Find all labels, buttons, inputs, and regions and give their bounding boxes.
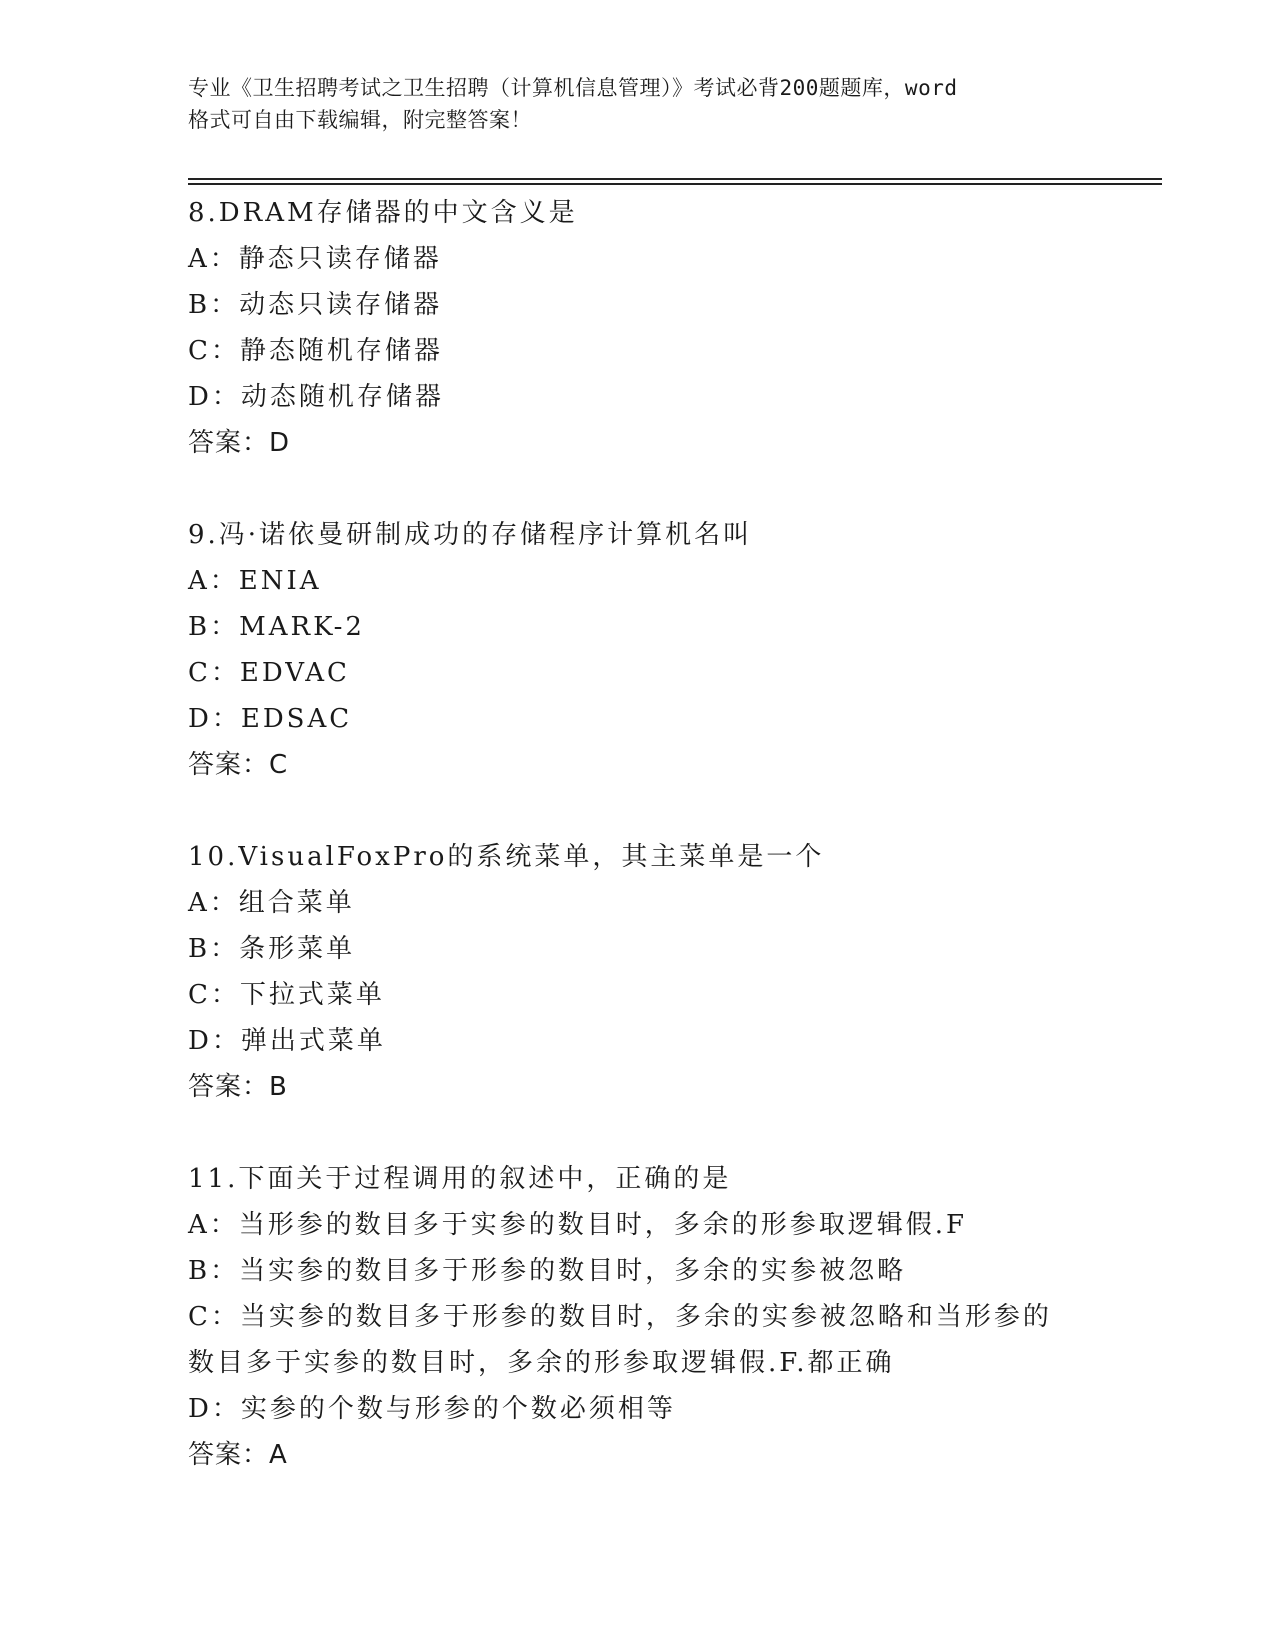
option-d: D：EDSAC <box>188 704 353 734</box>
header-line-1: 专业《卫生招聘考试之卫生招聘（计算机信息管理）》考试必背200题题库，word <box>188 76 958 100</box>
question-9 <box>188 512 1088 788</box>
option-b: B：条形菜单 <box>188 934 356 964</box>
question-8 <box>188 190 1088 466</box>
answer-key: 答案：C <box>188 750 289 780</box>
answer-key: 答案：B <box>188 1072 288 1102</box>
option-b: B：动态只读存储器 <box>188 290 443 320</box>
question-stem: 10.VisualFoxPro的系统菜单，其主菜单是一个 <box>188 842 825 872</box>
answer-key: 答案：D <box>188 428 291 458</box>
question-stem: 11.下面关于过程调用的叙述中，正确的是 <box>188 1164 732 1194</box>
question-11 <box>188 1156 1088 1478</box>
option-a: A：ENIA <box>188 566 322 596</box>
option-d: D：动态随机存储器 <box>188 382 444 412</box>
option-c: C：下拉式菜单 <box>188 980 385 1010</box>
header-line-2: 格式可自由下载编辑，附完整答案！ <box>188 108 532 132</box>
question-stem: 9.冯·诺依曼研制成功的存储程序计算机名叫 <box>188 520 753 550</box>
option-b: B：当实参的数目多于形参的数目时，多余的实参被忽略 <box>188 1256 907 1286</box>
question-stem: 8.DRAM存储器的中文含义是 <box>188 198 578 228</box>
option-c: C：静态随机存储器 <box>188 336 443 366</box>
option-a: A：当形参的数目多于实参的数目时，多余的形参取逻辑假.F <box>188 1210 968 1240</box>
option-c: C：当实参的数目多于形参的数目时，多余的实参被忽略和当形参的数目多于实参的数目时，多余的形参取逻辑假.F.都正确 <box>188 1302 1052 1378</box>
answer-key: 答案：A <box>188 1440 288 1470</box>
option-b: B：MARK-2 <box>188 612 365 642</box>
option-c: C：EDVAC <box>188 658 350 688</box>
header-divider-top <box>188 178 1162 180</box>
option-d: D：弹出式菜单 <box>188 1026 386 1056</box>
option-d: D：实参的个数与形参的个数必须相等 <box>188 1394 676 1424</box>
option-a: A：静态只读存储器 <box>188 244 442 274</box>
header-divider-bottom <box>188 183 1162 185</box>
document-header <box>188 72 1088 136</box>
question-10 <box>188 834 1088 1110</box>
option-a: A：组合菜单 <box>188 888 355 918</box>
